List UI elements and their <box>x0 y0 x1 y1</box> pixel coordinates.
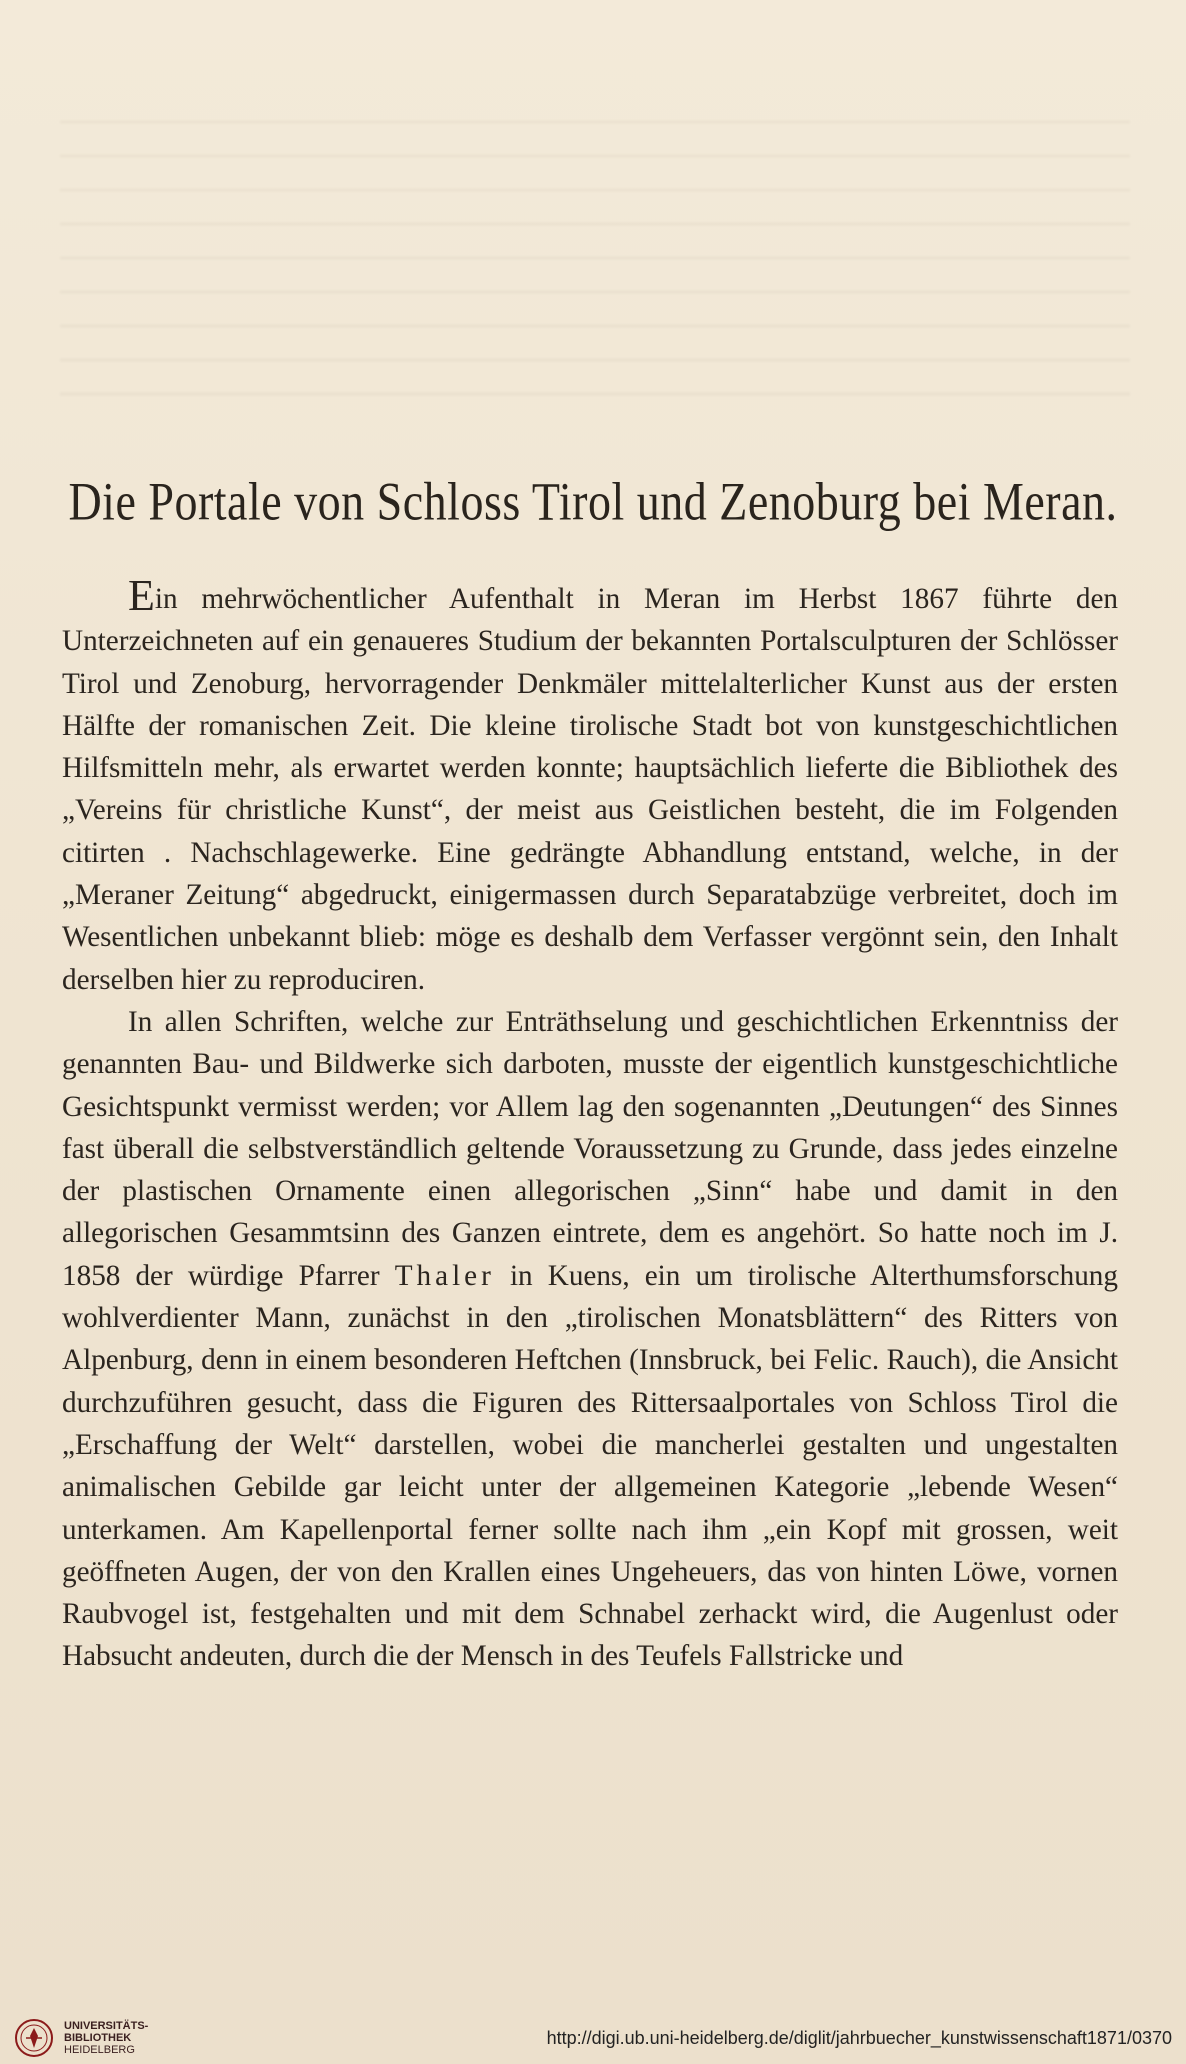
paragraph-1 <box>62 571 1118 1001</box>
library-logo-text <box>64 2020 148 2056</box>
drop-cap: E <box>128 571 155 620</box>
body-text <box>62 571 1118 1678</box>
show-through-text <box>60 90 1130 420</box>
paragraph-2-text-b: in Kuens, ein um tirolische Alterthumsforschung wohlverdienter Mann, zunächst in den „tirolischen Monatsblättern“ des Ritters von Alpenburg, denn in einem besonderen Heftchen (Innsbruck, bei Felic. Rauch), die Ansicht durchzuführen gesucht, dass die Figuren des Rittersaalportales von Schloss Tirol die „Erschaffung der Welt“ darstellen, wobei die mancherlei gestalten und ungestalten animalischen Gebilde gar leicht unter der allgemeinen Kategorie „lebende Wesen“ unterkamen. Am Kapellenportal ferner sollte nach ihm „ein Kopf mit grossen, weit geöffneten Augen, der von den Krallen eines Ungeheuers, das von hinten Löwe, vornen Raubvogel ist, festgehalten und mit dem Schnabel zerhackt wird, die Augenlust oder Habsucht andeuten, durch die der Mensch in des Teufels Fallstricke und <box>62 1259 1118 1673</box>
paragraph-1-text: in mehrwöchentlicher Aufenthalt in Meran im Herbst 1867 führte den Unterzeichneten auf ein genaueres Studium der bekannten Portalsculpturen der Schlösser Tirol und Zenoburg, hervorragender Denkmäler mittelalterlicher Kunst aus der ersten Hälfte der romanischen Zeit. Die kleine tirolische Stadt bot von kunstgeschichtlichen Hilfsmitteln mehr, als erwartet werden konnte; hauptsächlich lieferte die Bibliothek des „Vereins für christliche Kunst“, der meist aus Geistlichen besteht, die im Folgenden citirten . Nachschlagewerke. Eine gedrängte Abhandlung entstand, welche, in der „Meraner Zeitung“ abgedruckt, einigermassen durch Separatabzüge verbreitet, doch im Wesentlichen unbekannt blieb: möge es deshalb dem Verfasser vergönnt sein, den Inhalt derselben hier zu reproduciren. <box>62 583 1118 996</box>
logo-line-2: BIBLIOTHEK <box>64 2032 132 2044</box>
person-name: Thaler <box>394 1259 495 1292</box>
logo-line-3: HEIDELBERG <box>64 2044 135 2056</box>
footer <box>0 2010 1186 2064</box>
paragraph-2-text-a: In allen Schriften, welche zur Enträthselung und geschichtlichen Erkenntniss der genannten Bau- und Bildwerke sich darboten, musste der eigentlich kunstgeschichtliche Gesichtspunkt vermisst werden; vor Allem lag den sogenannten „Deutungen“ des Sinnes fast überall die selbstverständlich geltende Voraussetzung zu Grunde, dass jedes einzelne der plastischen Ornamente einen allegorischen „Sinn“ habe und damit in den allegorischen Gesammtsinn des Ganzen eintrete, dem es angehört. So hatte noch im J. 1858 der würdige Pfarrer <box>62 1005 1118 1292</box>
source-url[interactable]: http://digi.ub.uni-heidelberg.de/diglit/jahrbuecher_kunstwissenschaft1871/0370 <box>546 2028 1172 2048</box>
logo-line-1: UNIVERSITÄTS- <box>64 2020 149 2032</box>
page-title: Die Portale von Schloss Tirol und Zenoburg bei Meran. <box>68 471 1118 532</box>
paragraph-2 <box>62 1001 1118 1678</box>
heidelberg-seal-icon <box>14 2018 54 2058</box>
